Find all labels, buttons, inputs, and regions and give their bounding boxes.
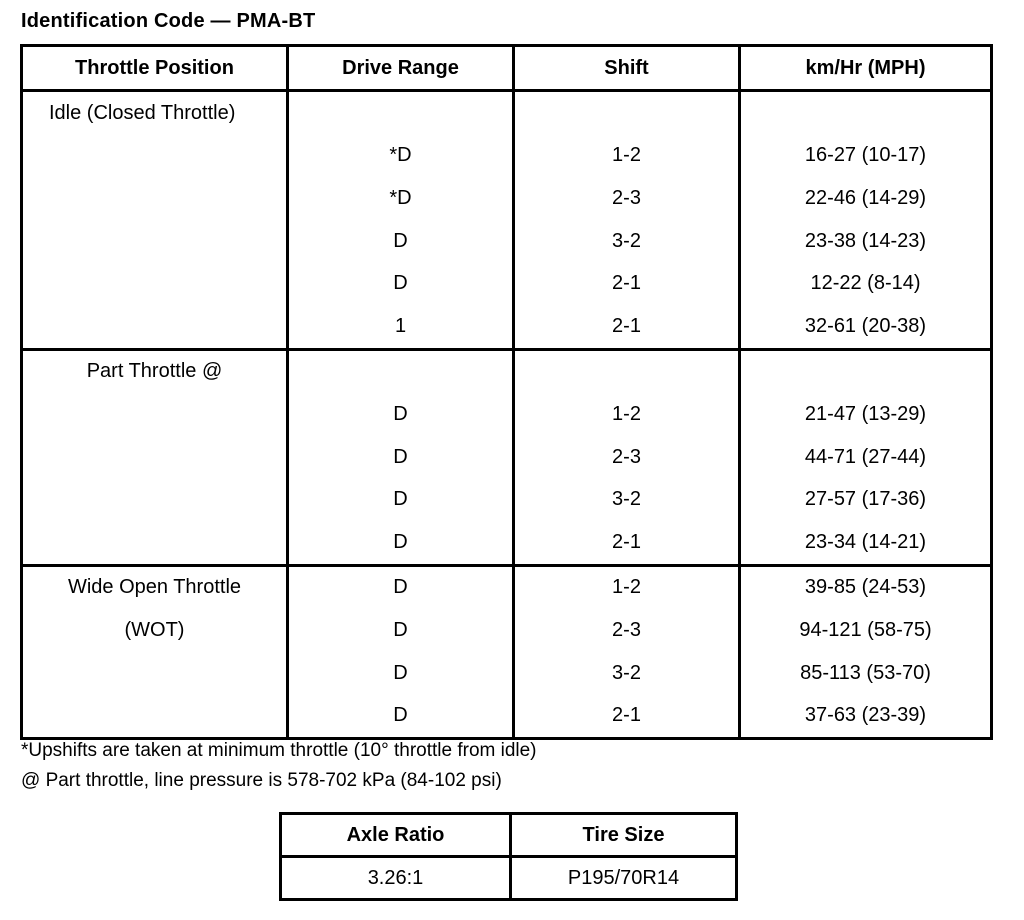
axle-ratio-value: 3.26:1 (281, 857, 511, 900)
shift-speed-table (20, 44, 993, 740)
table-row (22, 565, 992, 609)
drive-range-cell: D (288, 694, 514, 738)
speed-cell: 39-85 (24-53) (740, 565, 992, 609)
speed-cell: 44-71 (27-44) (740, 436, 992, 479)
shift-cell: 1-2 (514, 135, 740, 178)
throttle-position-idle: Idle (Closed Throttle) (22, 91, 288, 135)
table-row (22, 436, 992, 479)
drive-range-cell: D (288, 652, 514, 695)
axle-table-row (281, 857, 737, 900)
shift-cell: 3-2 (514, 220, 740, 263)
speed-cell: 23-38 (14-23) (740, 220, 992, 263)
drive-range-cell: D (288, 565, 514, 609)
table-row (22, 220, 992, 263)
drive-range-cell: *D (288, 177, 514, 220)
speed-cell: 12-22 (8-14) (740, 262, 992, 305)
table-row (22, 91, 992, 135)
header-shift: Shift (514, 46, 740, 91)
speed-cell: 94-121 (58-75) (740, 609, 992, 652)
shift-cell: 2-3 (514, 177, 740, 220)
throttle-position-wot-abbr: (WOT) (22, 609, 288, 652)
drive-range-cell: D (288, 262, 514, 305)
drive-range-cell: 1 (288, 305, 514, 349)
header-tire-size: Tire Size (511, 814, 737, 857)
speed-cell: 85-113 (53-70) (740, 652, 992, 695)
table-row (22, 694, 992, 738)
header-drive-range: Drive Range (288, 46, 514, 91)
shift-cell: 3-2 (514, 478, 740, 521)
identification-code: Identification Code — PMA-BT (21, 10, 316, 32)
throttle-position-wot: Wide Open Throttle (22, 565, 288, 609)
shift-cell: 1-2 (514, 565, 740, 609)
speed-cell: 16-27 (10-17) (740, 135, 992, 178)
drive-range-cell: *D (288, 135, 514, 178)
header-speed: km/Hr (MPH) (740, 46, 992, 91)
axle-table-header-row (281, 814, 737, 857)
table-row (22, 393, 992, 436)
tire-size-value: P195/70R14 (511, 857, 737, 900)
table-row (22, 609, 992, 652)
throttle-position-part: Part Throttle @ (22, 349, 288, 393)
speed-cell: 22-46 (14-29) (740, 177, 992, 220)
table-row (22, 177, 992, 220)
header-throttle-position: Throttle Position (22, 46, 288, 91)
drive-range-cell: D (288, 393, 514, 436)
table-row (22, 349, 992, 393)
footnotes (21, 736, 537, 796)
drive-range-cell: D (288, 609, 514, 652)
table-row (22, 305, 992, 349)
shift-cell: 2-3 (514, 609, 740, 652)
axle-tire-table (279, 812, 738, 901)
upshift-note: *Upshifts are taken at minimum throttle (10° throttle from idle) (21, 740, 537, 761)
table-row (22, 262, 992, 305)
header-axle-ratio: Axle Ratio (281, 814, 511, 857)
drive-range-cell: D (288, 521, 514, 565)
table-row (22, 135, 992, 178)
table-header-row (22, 46, 992, 91)
speed-cell: 32-61 (20-38) (740, 305, 992, 349)
speed-cell: 37-63 (23-39) (740, 694, 992, 738)
table-row (22, 521, 992, 565)
shift-cell: 2-3 (514, 436, 740, 479)
drive-range-cell: D (288, 220, 514, 263)
shift-cell: 1-2 (514, 393, 740, 436)
shift-cell: 2-1 (514, 521, 740, 565)
shift-cell: 2-1 (514, 262, 740, 305)
shift-cell: 3-2 (514, 652, 740, 695)
table-row (22, 478, 992, 521)
drive-range-cell: D (288, 478, 514, 521)
shift-cell: 2-1 (514, 305, 740, 349)
shift-cell: 2-1 (514, 694, 740, 738)
speed-cell: 23-34 (14-21) (740, 521, 992, 565)
table-row (22, 652, 992, 695)
speed-cell: 21-47 (13-29) (740, 393, 992, 436)
drive-range-cell: D (288, 436, 514, 479)
part-throttle-note: @ Part throttle, line pressure is 578-702 kPa (84-102 psi) (21, 770, 502, 791)
speed-cell: 27-57 (17-36) (740, 478, 992, 521)
